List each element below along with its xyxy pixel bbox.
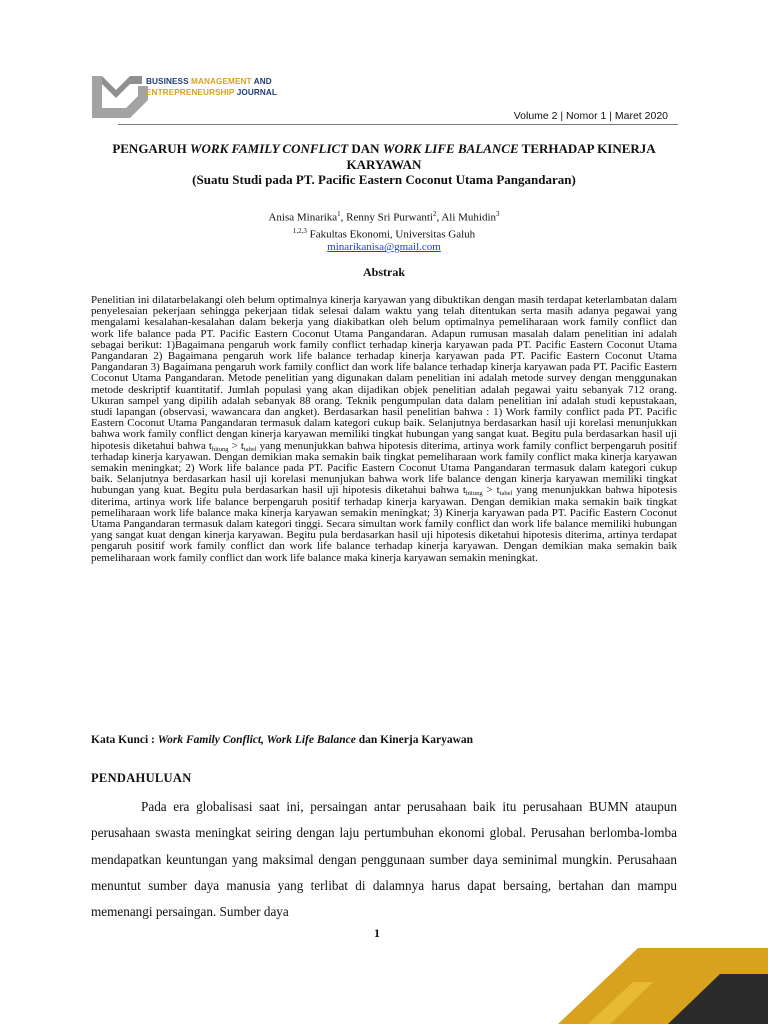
keywords-label: Kata Kunci : (91, 734, 158, 746)
subscript: hitung (465, 490, 483, 498)
abstract-text: yang menunjukkan bahwa hipotesis diterima, artinya work life balance berpengaruh positif terhadap kinerja karyawan. Dengan demikian maka semakin baik tingkat pemeliharaan work life balance maka kinerja karyawan semakin meningkat; 3) Kinerja karyawan pada PT. Pacific Eastern Coconut Utama Pangandaran termasuk dalam kategori tinggi. Secara simultan work family conflict dan work life balance memiliki hubungan yang sangat kuat dengan kinerja karyawan. Begitu pula berdasarkan hasil uji hipotesis diketahui hipotesis diterima, artinya terdapat pengaruh positif work family conflict dan work life balance terhadap kinerja karyawan. Dengan demikian maka semakin baik pemeliharaan work family conflict dan work life balance maka kinerja karyawan semakin meningkat. (91, 484, 677, 564)
author-name: Anisa Minarika (268, 211, 338, 224)
subscript: hitung (211, 445, 229, 453)
article-subtitle: (Suatu Studi pada PT. Pacific Eastern Coconut Utama Pangandaran) (192, 172, 576, 187)
author-sup: 1 (337, 210, 341, 218)
journal-name-line-2 (146, 88, 277, 97)
title-part: PENGARUH (112, 141, 187, 156)
abstract-text: > t (482, 484, 500, 497)
journal-name-word: MANAGEMENT (191, 77, 252, 86)
journal-logo-icon (90, 66, 150, 124)
affiliation-sup: 1,2,3 (292, 226, 307, 235)
section-heading: PENDAHULUAN (91, 771, 192, 785)
keywords (91, 734, 677, 746)
email-link[interactable]: minarikanisa@gmail.com (327, 241, 441, 254)
journal-name-word: BUSINESS (146, 77, 189, 86)
author-name: , Renny Sri Purwanti (340, 211, 433, 224)
author-sup: 2 (432, 210, 437, 218)
title-part: WORK FAMILY CONFLICT (189, 141, 349, 156)
article-title (86, 141, 682, 188)
journal-name-line-1 (146, 77, 272, 86)
journal-name-word: ENTREPRENEURSHIP (146, 88, 235, 97)
header-divider (118, 124, 678, 125)
title-part: WORK LIFE BALANCE (382, 141, 519, 156)
title-part: DAN (351, 141, 380, 156)
keywords-terms: Work Family Conflict, Work Life Balance (157, 734, 356, 746)
keywords-terms: dan Kinerja Karyawan (355, 734, 474, 746)
abstract-body (91, 295, 677, 564)
introduction-paragraph: Pada era globalisasi saat ini, persaingan antar perusahaan baik itu perusahaan BUMN ataupun perusahaan swasta meningkat seiring dengan laju pertumbuhan ekonomi global. Perusahan berlomba-lomba mendapatkan keuntungan yang maksimal dengan penggunaan sumber daya seminimal mungkin. Perusahaan menuntut sumber daya manusia yang terlibat di dalamnya harus dapat bersaing, bertahan dan mampu memenangi persaingan. Sumber daya (91, 799, 677, 920)
abstract-text: > t (228, 439, 244, 452)
abstract-text: yang menunjukkan bahwa hipotesis diterima, artinya work family conflict berpengaruh positif terhadap kinerja karyawan. Dengan demikian maka semakin baik tingkat pemeliharaan work family conflict maka kinerja karyawan semakin meningkat; 2) Work life balance pada PT. Pacific Eastern Coconut Utama Pangandaran termasuk dalam kategori cukup baik. Selanjutnya berdasarkan hasil uji korelasi menunjukan bahwa work life balance dengan kinerja karyawan memiliki tingkat hubungan yang kuat. Begitu pula berdasarkan hasil uji hipotesis diketahui bahwa t (91, 439, 678, 497)
page-number: 1 (374, 926, 380, 940)
author-name: , Ali Muhidin (436, 211, 497, 224)
affiliation: Fakultas Ekonomi, Universitas Galuh (306, 228, 476, 241)
footer-decoration (348, 918, 768, 1024)
subscript: tabel (499, 490, 513, 498)
volume-info: Volume 2 | Nomor 1 | Maret 2020 (513, 110, 668, 122)
author-block (86, 208, 682, 254)
title-part: TERHADAP KINERJA KARYAWAN (346, 141, 656, 172)
abstract-heading: Abstrak (362, 265, 405, 279)
subscript: tabel (243, 445, 257, 453)
author-sup: 3 (496, 210, 500, 218)
journal-name-word: AND (253, 77, 272, 86)
journal-name-word: JOURNAL (236, 88, 278, 97)
introduction-body (91, 794, 677, 925)
abstract-text: Penelitian ini dilatarbelakangi oleh belum optimalnya kinerja karyawan yang dibuktikan dengan masih terdapat keterlambatan dalam penyelesaian pekerjaan sehingga pekerjaan tidak selesai dalam waktu yang telah ditentukan serta masih adanya pegawai yang mengalami kesalahan-kesalahan dalam bekerja yang diakibatkan oleh belum optimalnya pemeliharaan work family conflict dan work life balance pada PT. Pacific Eastern Coconut Utama Pangandaran. Adapun rumusan masalah dalam penelitian ini adalah sebagai berikut: 1)Bagaimana pengaruh work family conflict terhadap kinerja karyawan pada PT. Pacific Eastern Coconut Utama Pangandaran 2) Bagaimana pengaruh work life balance terhadap kinerja karyawan pada PT. Pacific Eastern Coconut Utama Pangandaran 3) Bagaimana pengaruh work family conflict dan work life balance terhadap kinerja karyawan pada PT. Pacific Eastern Coconut Utama Pangandaran. Metode penelitian yang digunakan dalam penelitian ini adalah metode survey dengan menggunakan metode deskriptif kuantitatif. Jumlah populasi yang akan dijadikan objek penelitian adalah pegawai yaitu sebanyak 712 orang. Ukuran sampel yang dipilih adalah sebanyak 88 orang. Teknik pengumpulan data dalam penelitian ini adalah studi kepustakaan, studi lapangan (observasi, wawancara dan angket). Berdasarkan hasil penelitian bahwa : 1) Work family conflict pada PT. Pacific Eastern Coconut Utama Pangandaran termasuk dalam kategori cukup baik. Selanjutnya berdasarkan hasil uji korelasi menunjukkan bahwa work family conflict dengan kinerja karyawan memiliki tingkat hubungan yang sangat kuat. Begitu pula berdasarkan hasil uji hipotesis diketahui bahwa t (91, 294, 677, 452)
